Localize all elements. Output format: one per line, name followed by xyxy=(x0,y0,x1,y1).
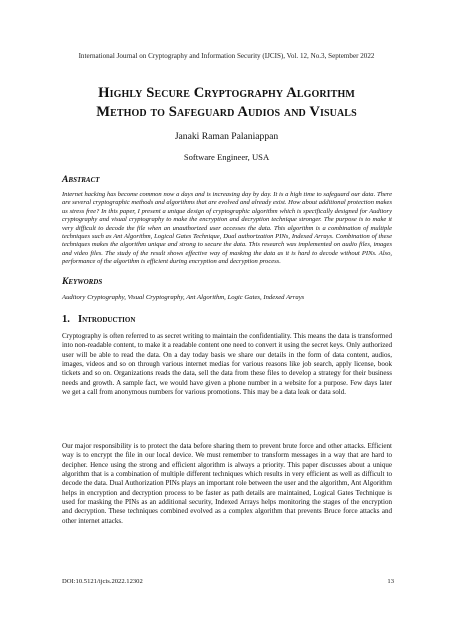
abstract-text: Internet hacking has become common now a days and is increasing day by day. It is a high time to safeguard our data. There are several cryptographic methods and algorithms that are evolved and already exist. How about additional protection makes us stress free? In this paper, I present a unique design of cryptographic algorithm which is specifically designed for Auditory cryptography and visual cryptography to make the encryption and decryption technique stronger. The purpose is to make it very difficult to decode the file when an unauthorized user accesses the data. This algorithm is a combination of multiple techniques such as Ant Algorithm, Logical Gates Technique, Dual authorization PINs, Indexed Arrays. Combination of these techniques makes the algorithm unique and strong to secure the data. This research was implemented on audio files, images and video files. The study of the result shows effective way of masking the data as it is hard to decode without PINs. Also, performance of the algorithm is efficient during encryption and decryption process. xyxy=(62,191,392,266)
section-title: Introduction xyxy=(78,314,136,325)
keywords-heading: Keywords xyxy=(62,276,103,287)
section-number: 1. xyxy=(62,314,70,325)
paragraph-1: Cryptography is often referred to as secret writing to maintain the confidentiality. This means the data is transformed into non-readable content, to make it a readable content one need to convert it using the secret keys. Only authorized user will be able to read the data. On a day today basis we share our details in the form of data content, audios, images, videos and so on through various internet medias for various reasons like job search, apply license, book tickets and so on. Organizations reads the data, sell the data from these files to develop a strategy for their business needs and growth. A sample fact, we would have given a phone number in a website for a purpose. Few days later we get a call from anonymous numbers for various promotions. This may be a data leak or data sold. xyxy=(62,332,392,397)
journal-header: International Journal on Cryptography and Information Security (IJCIS), Vol. 12, No.3, September 2022 xyxy=(78,52,375,60)
footer-doi: DOI:10.5121/ijcis.2022.12302 xyxy=(62,578,143,585)
title-line-1: Highly Secure Cryptography Algorithm xyxy=(98,85,355,101)
author-name: Janaki Raman Palaniappan xyxy=(174,131,279,142)
footer-page-number: 13 xyxy=(387,578,394,585)
abstract-heading: Abstract xyxy=(62,174,100,185)
paragraph-2: Our major responsibility is to protect the data before sharing them to prevent brute force and other attacks. Efficient way is to encrypt the file in our local device. We must remember to transform messages in a way that are hard to decipher. Hence using the strong and efficient algorithm is always a priority. This paper discusses about a unique algorithm that is a combination of multiple different techniques which results in very efficient as well as difficult to decode the data. Dual Authorization PINs plays an important role between the user and the algorithm, Ant Algorithm helps in encryption and decryption process to be faster as path details are maintained, Logical Gates Technique is used for masking the PINs as an additional security, Indexed Arrays helps monitoring the stages of the encryption and decryption. These techniques combined evolved as a complex algorithm that prevents Bruce force attacks and other internet attacks. xyxy=(62,442,392,525)
paper-title xyxy=(20,84,433,122)
keywords-text: Auditory Cryptography, Visual Cryptography, Ant Algorithm, Logic Gates, Indexed Arrays xyxy=(62,294,305,301)
title-line-2: Method to Safeguard Audios and Visuals xyxy=(96,104,357,120)
section-heading xyxy=(62,314,135,325)
author-affiliation: Software Engineer, USA xyxy=(183,152,270,162)
